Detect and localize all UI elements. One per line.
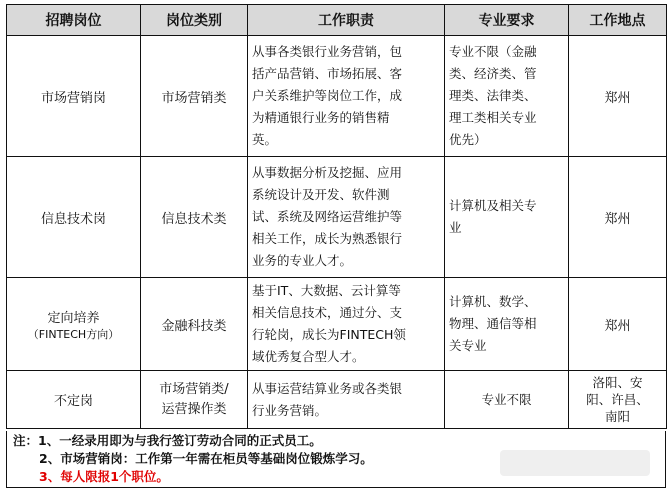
duty-line: 试、系统及网络运营维护等 — [252, 209, 403, 224]
category-subtext: 运营操作类 — [161, 401, 227, 417]
position-cell — [7, 278, 141, 371]
category-cell — [141, 371, 248, 429]
duty-line: 业务的专业人才。 — [252, 253, 353, 268]
recruitment-table — [6, 4, 667, 429]
duty-line: 英。 — [252, 132, 278, 147]
note-line-1: 注：1、一经录用即为与我行签订劳动合同的正式员工。 — [13, 433, 322, 448]
duty-line: 相关工作，成长为熟悉银行 — [252, 231, 403, 246]
location-text: 郑州 — [604, 318, 631, 334]
duty-line: 从事数据分析及挖掘、应用 — [252, 165, 403, 180]
requirement-line: 业 — [449, 220, 462, 235]
watermark — [500, 450, 650, 476]
duty-line: 为精通银行业务的销售精 — [252, 110, 390, 125]
requirement-line: 专业不限（金融 — [449, 44, 537, 59]
requirement-line: 物理、通信等相 — [449, 316, 537, 331]
duty-line: 基于IT、大数据、云计算等 — [252, 283, 401, 298]
position-text: 信息技术岗 — [40, 211, 106, 227]
location-text: 阳、许昌、 — [586, 392, 649, 407]
duty-line: 户关系维护等岗位工作，成 — [252, 88, 403, 103]
requirements-cell — [445, 371, 569, 429]
position-cell — [7, 371, 141, 429]
duty-line: 域优秀复合型人才。 — [252, 349, 365, 364]
location-text: 郑州 — [604, 90, 631, 106]
requirement-line: 理工类相关专业 — [449, 110, 537, 125]
requirements-cell — [445, 278, 569, 371]
location-text: 南阳 — [604, 409, 630, 424]
table-row — [7, 278, 667, 371]
position-text: 不定岗 — [53, 394, 93, 409]
category-cell — [141, 157, 248, 278]
table-header-row — [7, 5, 667, 36]
category-text: 金融科技类 — [161, 318, 227, 334]
duty-line: 从事各类银行业务营销，包 — [252, 44, 403, 59]
duty-line: 从事运营结算业务或各类银 — [252, 380, 403, 396]
position-text: 定向培养 — [47, 310, 100, 326]
table-row — [7, 157, 667, 278]
duties-cell — [248, 371, 445, 429]
header-location: 工作地点 — [569, 5, 667, 36]
duties-cell — [248, 278, 445, 371]
note-line-2: 2、市场营销岗：工作第一年需在柜员等基础岗位锻炼学习。 — [39, 451, 373, 466]
duty-line: 相关信息技术，通过分、支 — [252, 305, 403, 320]
requirement-line: 类、经济类、管 — [449, 66, 537, 81]
position-cell — [7, 36, 141, 157]
requirement-line: 优先） — [449, 132, 487, 147]
location-cell — [569, 157, 667, 278]
category-cell — [141, 36, 248, 157]
header-duties: 工作职责 — [248, 5, 445, 36]
requirement-line: 关专业 — [449, 338, 487, 353]
location-cell — [569, 36, 667, 157]
duty-line: 行业务营销。 — [252, 402, 328, 418]
category-text: 信息技术类 — [161, 211, 227, 227]
category-cell — [141, 278, 248, 371]
table-row — [7, 36, 667, 157]
duty-line: 行轮岗，成长为FINTECH领 — [252, 327, 406, 342]
requirement-line: 计算机及相关专 — [449, 198, 537, 213]
requirements-cell — [445, 157, 569, 278]
requirement-line: 理类、法律类、 — [449, 88, 537, 103]
category-text: 市场营销类 — [161, 90, 227, 106]
position-text: 市场营销岗 — [40, 90, 106, 106]
duties-cell — [248, 36, 445, 157]
table-row — [7, 371, 667, 429]
requirements-cell — [445, 36, 569, 157]
requirement-line: 专业不限 — [481, 391, 532, 407]
position-cell — [7, 157, 141, 278]
location-cell — [569, 278, 667, 371]
location-text: 郑州 — [604, 211, 631, 227]
location-cell — [569, 371, 667, 429]
header-category: 岗位类别 — [141, 5, 248, 36]
header-position: 招聘岗位 — [7, 5, 141, 36]
requirement-line: 计算机、数学、 — [449, 294, 537, 309]
duty-line: 系统设计及开发、软件测 — [252, 187, 390, 202]
category-text: 市场营销类/ — [159, 381, 229, 397]
position-subtext: （FINTECH方向） — [27, 327, 120, 341]
duty-line: 括产品营销、市场拓展、客 — [252, 66, 403, 81]
duties-cell — [248, 157, 445, 278]
header-requirements: 专业要求 — [445, 5, 569, 36]
location-text: 洛阳、安 — [592, 375, 643, 390]
note-line-3: 3、每人限报1个职位。 — [39, 469, 169, 484]
